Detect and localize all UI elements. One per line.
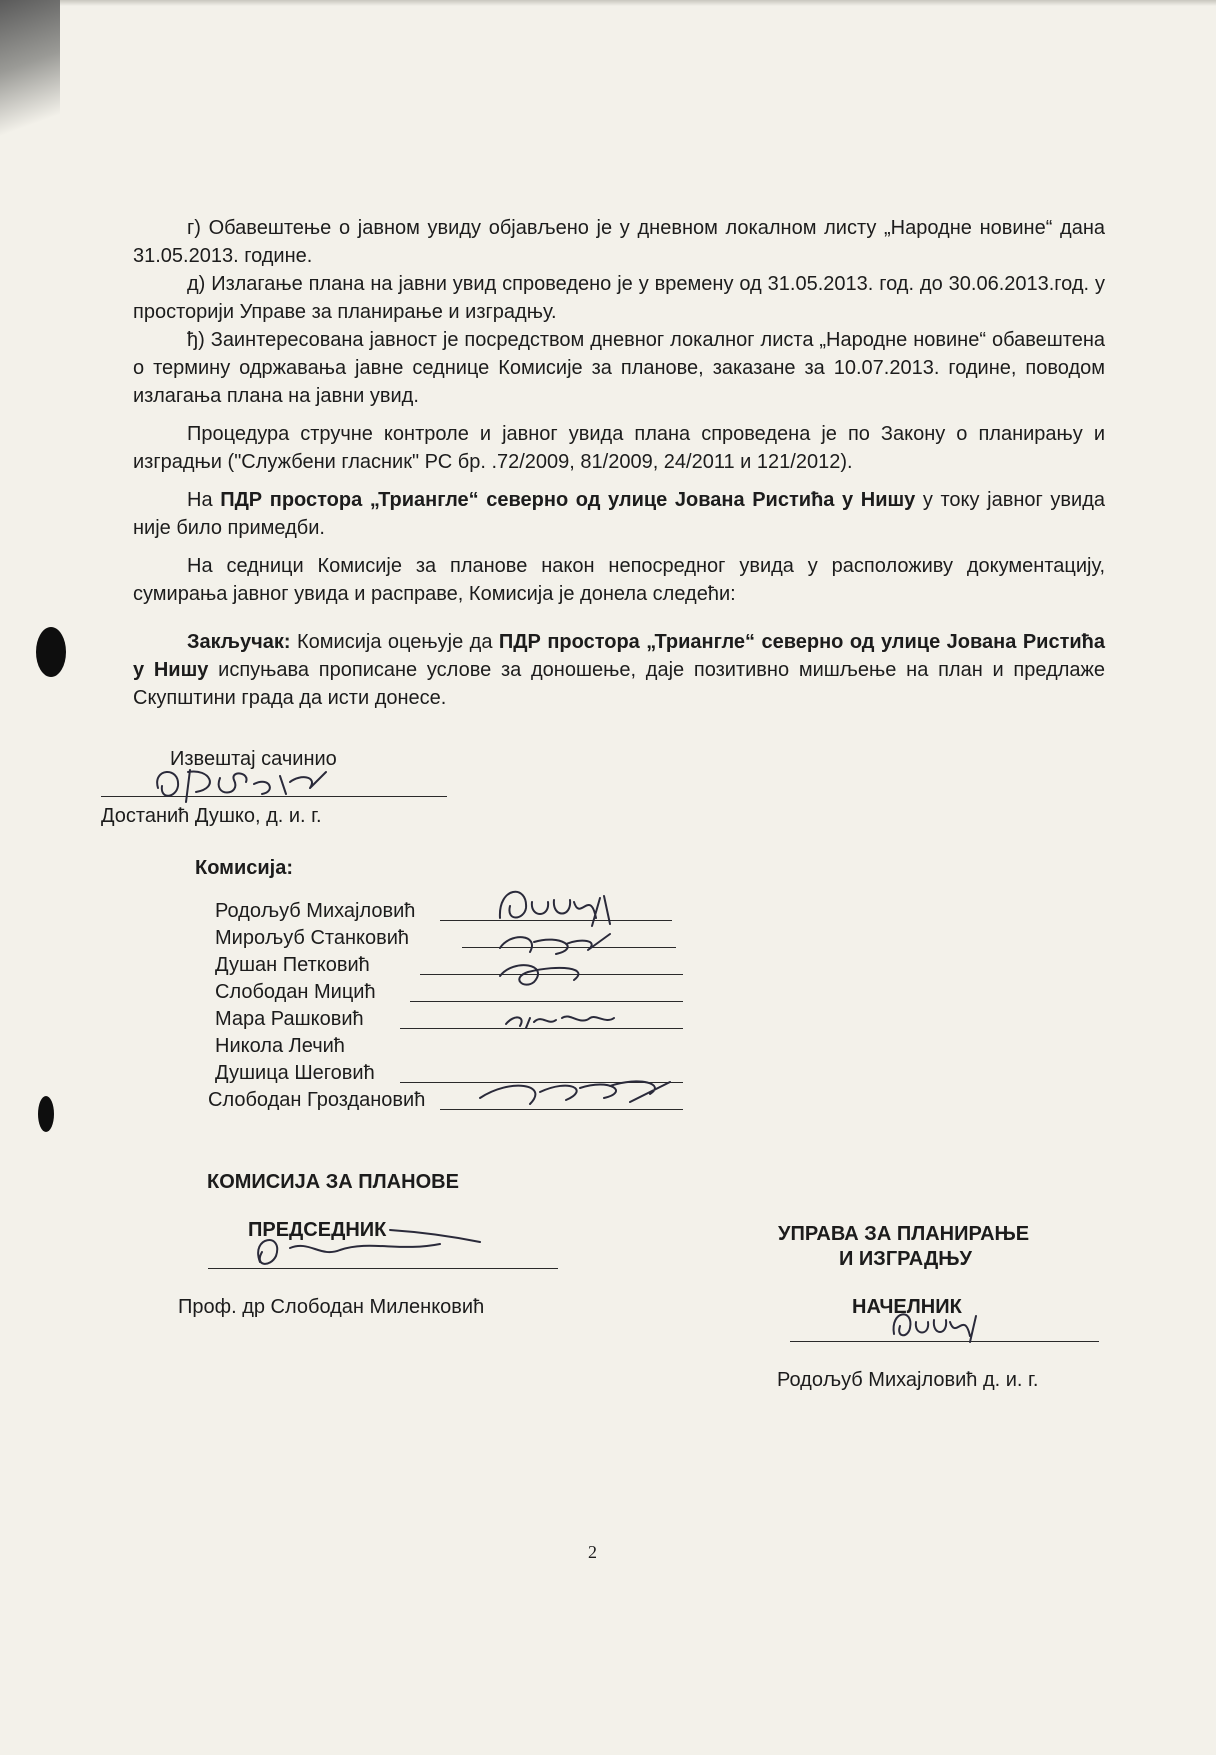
conclusion-label: Закључак: [187,631,291,653]
commission-for-plans-heading: КОМИСИЈА ЗА ПЛАНОВЕ [207,1171,459,1193]
scan-corner-shadow [0,0,60,160]
commission-member: Душан Петковић [215,954,370,976]
paragraph-no-objections: На ПДР простора „Триангле“ северно од улице Јована Ристића у Нишу у току јавног увида није било примедби. [133,489,1105,539]
commission-signatures [470,878,680,1128]
head-name: Родољуб Михајловић д. и. г. [777,1369,1039,1391]
head-label: НАЧЕЛНИК [852,1296,962,1318]
plan-name: ПДР простора „Триангле“ северно од улице Јована Ристића у Нишу [133,631,1106,681]
plan-name: ПДР простора „Триангле“ северно од улице Јована Ристића у Нишу [220,489,916,511]
report-author: Достанић Душко, д. и. г. [101,805,322,827]
commission-member: Слободан Мицић [215,981,376,1003]
punch-hole-lower [38,1096,54,1132]
department-heading-line2: И ИЗГРАДЊУ [839,1248,972,1270]
paragraph-conclusion: Закључак: Комисија оцењује да ПДР простора „Триангле“ северно од улице Јована Ристића у Нишу испуњава прописане услове за доношење, даје позитивно мишљење на план и предлаже Скупштини града да исти донесе. [133,631,1106,709]
page-number: 2 [588,1542,597,1562]
president-label: ПРЕДСЕДНИК [248,1219,387,1241]
department-heading-line1: УПРАВА ЗА ПЛАНИРАЊЕ [778,1223,1030,1245]
paragraph-session: На седници Комисије за планове након непосредног увида у расположиву документацију, сумирања јавног увида и расправе, Комисија је донела следећи: [133,555,1105,605]
president-signature [240,1222,550,1274]
report-signature [150,758,380,806]
commission-member: Родољуб Михајловић [215,900,416,922]
commission-member: Мара Рашковић [215,1008,364,1030]
scan-top-edge [0,0,1216,6]
body-text [133,214,1105,712]
punch-hole-upper [36,627,66,677]
paragraph-g: г) Обавештење о јавном увиду објављено је у дневном локалном листу „Народне новине“ дана 31.05.2013. године. [133,217,1105,267]
commission-member: Слободан Гроздановић [208,1089,426,1111]
commission-member: Мирољуб Станковић [215,927,410,949]
paragraph-dj: ђ) Заинтересована јавност је посредством дневног локалног листа „Народне новине“ обавештена о термину одржавања јавне седнице Комисије за планове, заказане за 10.07.2013. године, поводом излагања плана на јавни увид. [133,329,1105,407]
commission-label: Комисија: [195,857,294,879]
head-signature [880,1300,1030,1346]
president-name: Проф. др Слободан Миленковић [178,1296,485,1318]
paragraph-procedure: Процедура стручне контроле и јавног увида плана спроведена је по Закону о планирању и изградњи ("Службени гласник" РС бр. .72/2009, 81/2009, 24/2011 и 121/2012). [133,423,1105,473]
commission-member: Душица Шеговић [215,1062,375,1084]
paragraph-d: д) Излагање плана на јавни увид спроведено је у времену од 31.05.2013. год. до 30.06.2013.год. у просторији Управе за планирање и изградњу. [133,273,1105,323]
commission-member: Никола Лечић [215,1035,345,1057]
report-label: Извештај сачинио [170,748,337,770]
